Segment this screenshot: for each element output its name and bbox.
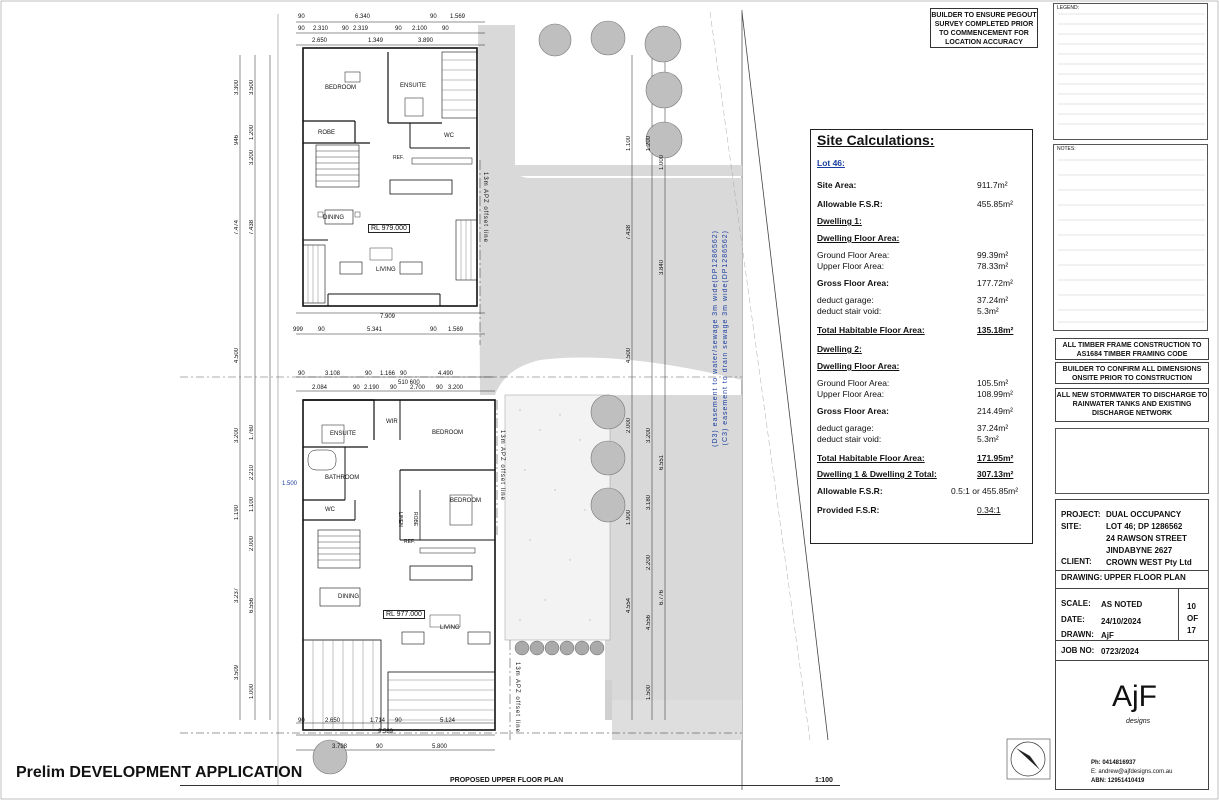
dimension-text: 4.554 <box>626 598 632 614</box>
dimension-text: 4.500 <box>234 348 240 364</box>
dimension-text: 2.084 <box>312 385 328 391</box>
deduct-stair-label: deduct stair void: <box>817 306 882 316</box>
room-label-ref: REF. <box>393 155 404 161</box>
dimension-text: 2.650 <box>325 718 341 724</box>
room-label-ref: REF. <box>404 539 415 545</box>
revision-box <box>1055 428 1209 494</box>
dwelling-floor-area-heading: Dwelling Floor Area: <box>817 361 900 371</box>
dimension-text: 90 <box>318 327 325 333</box>
ground-floor-label: Ground Floor Area: <box>817 378 890 388</box>
d1-garage-value: 37.24m² <box>977 295 1009 305</box>
d1-ground-value: 99.39m² <box>977 250 1009 260</box>
dimension-text: 1.100 <box>249 497 255 513</box>
combined-total-label: Dwelling 1 & Dwelling 2 Total: <box>817 469 937 479</box>
allowable-fsr-label: Allowable F.S.R: <box>817 199 883 209</box>
dimension-text: 4.500 <box>626 348 632 364</box>
dimension-text: 3.180 <box>646 495 652 511</box>
drawing-label: DRAWING: <box>1061 573 1103 582</box>
dimension-text: 2.650 <box>312 38 328 44</box>
dimension-text: 1.000 <box>249 684 255 700</box>
dimensions-note: BUILDER TO CONFIRM ALL DIMENSIONS ONSITE PRIOR TO CONSTRUCTION <box>1055 362 1209 384</box>
site-label: SITE: <box>1061 522 1082 531</box>
dimension-text: 90 <box>395 26 402 32</box>
room-label-living: LIVING <box>440 625 460 631</box>
dimension-text: 2.319 <box>353 26 369 32</box>
lot-heading: Lot 46: <box>817 158 845 168</box>
dimension-text: 3.840 <box>659 260 665 276</box>
dimension-text: 1.569 <box>450 14 466 20</box>
room-label-bedroom: BEDROOM <box>432 430 464 436</box>
dimension-text: 90 <box>400 371 407 377</box>
sheet-total: 17 <box>1187 626 1196 635</box>
dimension-text: 510 600 <box>398 380 420 386</box>
provided-fsr-label: Provided F.S.R: <box>817 505 880 515</box>
dimension-text: 6.340 <box>355 14 371 20</box>
notes-title: NOTES: <box>1057 146 1076 152</box>
dimension-text: 6.776 <box>659 590 665 606</box>
dimension-text: 7.474 <box>234 220 240 236</box>
gross-floor-label: Gross Floor Area: <box>817 406 889 416</box>
dimension-text: 2.190 <box>364 385 380 391</box>
dimension-text: 3.200 <box>448 385 464 391</box>
room-label-robe: ROBE <box>318 130 336 136</box>
dimension-text: 3.890 <box>418 38 434 44</box>
company-logo: AjF <box>1112 680 1157 713</box>
dimension-text: 90 <box>298 371 305 377</box>
dimension-text: 90 <box>342 26 349 32</box>
deduct-stair-label: deduct stair void: <box>817 434 882 444</box>
dimension-text: 6.556 <box>249 598 255 614</box>
dimension-text: 1.200 <box>249 125 255 141</box>
date-value: 24/10/2024 <box>1101 617 1142 626</box>
upper-floor-label: Upper Floor Area: <box>817 389 885 399</box>
deduct-garage-label: deduct garage: <box>817 295 874 305</box>
legend-box <box>1053 3 1208 140</box>
site-line-1: LOT 46; DP 1286562 <box>1106 522 1183 531</box>
dimension-text: 90 <box>353 385 360 391</box>
landscape-area <box>505 395 610 640</box>
room-label-bathroom: BATHROOM <box>325 475 360 481</box>
allowable-fsr-ratio: 0.5:1 or 455.85m² <box>951 486 1019 496</box>
stormwater-note: ALL NEW STORMWATER TO DISCHARGE TO RAINWATER TANKS AND EXISTING DISCHARGE NETWORK <box>1055 388 1209 422</box>
company-abn: ABN: 12951410419 <box>1091 778 1145 784</box>
d1-stair-value: 5.3m² <box>977 306 999 316</box>
north-arrow <box>1007 739 1050 779</box>
gross-floor-label: Gross Floor Area: <box>817 278 889 288</box>
dimension-text: 90 <box>298 718 305 724</box>
site-area-value: 911.7m² <box>977 180 1008 190</box>
room-label-bedroom: BEDROOM <box>450 498 482 504</box>
site-line-3: JINDABYNE 2627 <box>1106 546 1173 555</box>
level-tag: RL 979.000 <box>368 224 410 233</box>
dwelling-floor-area-heading: Dwelling Floor Area: <box>817 233 900 243</box>
job-label: JOB NO: <box>1061 646 1095 655</box>
dimension-text: 1.100 <box>626 136 632 152</box>
dimension-text: 5.341 <box>367 327 383 333</box>
dimension-text: 90 <box>376 744 383 750</box>
dimension-text: 2.210 <box>249 465 255 481</box>
dimension-text: 9.589 <box>378 729 394 735</box>
apz-label: 13m APZ offset line <box>482 172 488 243</box>
dwelling-2-plan <box>303 400 495 730</box>
dimension-text: 5.124 <box>440 718 456 724</box>
project-label: PROJECT: <box>1061 510 1101 519</box>
client-label: CLIENT: <box>1061 557 1092 566</box>
room-label-linen: LINEN <box>397 512 403 527</box>
dimension-text: 90 <box>442 26 449 32</box>
dimension-text: 3.500 <box>249 80 255 96</box>
d2-total-value: 171.95m² <box>977 453 1014 463</box>
easement-label: (D3) easement to water/sewage 3m wide(DP1286562) <box>712 230 719 447</box>
dimension-text: 3.237 <box>234 588 240 604</box>
provided-fsr-value: 0.34:1 <box>977 505 1001 515</box>
dimension-text: 2.100 <box>412 26 428 32</box>
dimension-text: 90 <box>298 14 305 20</box>
total-habitable-label: Total Habitable Floor Area: <box>817 325 925 335</box>
legend-title: LEGEND: <box>1057 5 1079 11</box>
dimension-text: 4.556 <box>646 615 652 631</box>
dwelling-1-heading: Dwelling 1: <box>817 216 862 226</box>
dimension-text: 4.490 <box>438 371 454 377</box>
job-value: 0723/2024 <box>1101 647 1139 656</box>
title-block <box>1055 499 1209 790</box>
room-label-living: LIVING <box>376 267 396 273</box>
dimension-text: 946 <box>234 135 240 146</box>
d1-upper-value: 78.33m² <box>977 261 1009 271</box>
dimension-text: 3.798 <box>332 744 348 750</box>
room-label-ensuite: ENSUITE <box>400 83 427 89</box>
upper-floor-label: Upper Floor Area: <box>817 261 885 271</box>
project-value: DUAL OCCUPANCY <box>1106 510 1182 519</box>
dimension-text: 2.000 <box>249 536 255 552</box>
dimension-text: 7.438 <box>249 220 255 236</box>
timber-note: ALL TIMBER FRAME CONSTRUCTION TO AS1684 TIMBER FRAMING CODE <box>1055 338 1209 360</box>
dimension-text: 1.900 <box>626 510 632 526</box>
company-logo-sub: designs <box>1126 718 1151 725</box>
drawn-label: DRAWN: <box>1061 630 1094 639</box>
dimension-text: 2.310 <box>313 26 329 32</box>
notes-box <box>1053 144 1208 331</box>
dwelling-2-heading: Dwelling 2: <box>817 344 862 354</box>
dimension-text: 1.166 <box>380 371 396 377</box>
dimension-text: 3.200 <box>234 428 240 444</box>
shrub-row <box>515 641 604 655</box>
dimension-text: 1.714 <box>370 718 386 724</box>
dimension-text: 7.909 <box>380 314 396 320</box>
site-area-label: Site Area: <box>817 180 857 190</box>
d2-gross-value: 214.49m² <box>977 406 1013 416</box>
d2-garage-value: 37.24m² <box>977 423 1009 433</box>
site-calculations-panel <box>810 129 1033 544</box>
drawn-value: AjF <box>1101 631 1114 640</box>
dimension-text: 90 <box>430 327 437 333</box>
site-calc-title: Site Calculations: <box>817 132 935 148</box>
sheet-number: 10 <box>1187 602 1196 611</box>
dimension-text: 5.800 <box>432 744 448 750</box>
level-tag: RL 977.000 <box>383 610 425 619</box>
deduct-garage-label: deduct garage: <box>817 423 874 433</box>
combined-total-value: 307.13m² <box>977 469 1014 479</box>
plan-scale: 1:100 <box>815 777 833 784</box>
scale-label: SCALE: <box>1061 599 1091 608</box>
dimension-text: 1.000 <box>659 155 665 171</box>
site-line-2: 24 RAWSON STREET <box>1106 534 1187 543</box>
dimension-text: 90 <box>390 385 397 391</box>
ground-floor-label: Ground Floor Area: <box>817 250 890 260</box>
room-label-wir: WIR <box>386 419 398 425</box>
room-label-wc: WC <box>325 507 335 513</box>
room-label-dining: DINING <box>338 594 359 600</box>
drawing-value: UPPER FLOOR PLAN <box>1104 573 1186 582</box>
d1-gross-value: 177.72m² <box>977 278 1013 288</box>
dimension-text: 1.200 <box>646 136 652 152</box>
prelim-title: Prelim DEVELOPMENT APPLICATION <box>16 764 303 781</box>
plan-title: PROPOSED UPPER FLOOR PLAN <box>450 777 564 784</box>
company-email: E: andrew@ajfdesigns.com.au <box>1091 769 1173 775</box>
company-phone: Ph: 0414816937 <box>1091 760 1136 766</box>
dimension-text: 2.000 <box>626 418 632 434</box>
dimension-text: 3.509 <box>234 665 240 681</box>
total-habitable-label: Total Habitable Floor Area: <box>817 453 925 463</box>
sheet-of: OF <box>1187 614 1199 623</box>
apz-label: 13m APZ offset line <box>514 662 520 733</box>
dimension-text: 3.200 <box>646 428 652 444</box>
dimension-text: 2.200 <box>646 555 652 571</box>
dimension-text: 2.700 <box>410 385 426 391</box>
dimension-text: 1.500 <box>646 685 652 701</box>
room-label-bedroom: BEDROOM <box>325 85 357 91</box>
dimension-text: 1.349 <box>368 38 384 44</box>
room-label-ensuite: ENSUITE <box>330 431 357 437</box>
dimension-text: 3.300 <box>234 80 240 96</box>
dimension-text: 3.200 <box>249 150 255 166</box>
room-label-robe: ROBE <box>412 512 418 527</box>
allowable-fsr-label: Allowable F.S.R: <box>817 486 883 496</box>
client-value: CROWN WEST Pty Ltd <box>1106 558 1192 567</box>
side-setback-dim: 1.500 <box>282 481 298 487</box>
apz-label: 13m APZ offset line <box>499 430 505 501</box>
dimension-text: 1.760 <box>249 425 255 441</box>
dimension-text: 90 <box>395 718 402 724</box>
date-label: DATE: <box>1061 615 1085 624</box>
easement-label: (C3) easement to drain sewage 3m wide(DP1286562) <box>722 230 729 446</box>
dimension-text: 3.108 <box>325 371 341 377</box>
d1-total-value: 135.18m² <box>977 325 1014 335</box>
dimension-text: 90 <box>436 385 443 391</box>
scale-value: AS NOTED <box>1101 600 1143 609</box>
dimension-text: 999 <box>293 327 304 333</box>
dimension-text: 90 <box>298 26 305 32</box>
pegout-note: BUILDER TO ENSURE PEGOUT SURVEY COMPLETED PRIOR TO COMMENCEMENT FOR LOCATION ACCURACY <box>930 8 1038 48</box>
dimension-text: 90 <box>430 14 437 20</box>
dimension-text: 7.438 <box>626 225 632 241</box>
d2-upper-value: 108.99m² <box>977 389 1013 399</box>
dimension-text: 1.190 <box>234 505 240 521</box>
d2-stair-value: 5.3m² <box>977 434 999 444</box>
dimension-text: 1.569 <box>448 327 464 333</box>
dimension-text: 90 <box>365 371 372 377</box>
d2-ground-value: 105.5m² <box>977 378 1009 388</box>
room-label-wc: WC <box>444 133 454 139</box>
allowable-fsr-value: 455.85m² <box>977 199 1013 209</box>
dimension-text: 6.551 <box>659 455 665 471</box>
room-label-dining: DINING <box>323 215 344 221</box>
